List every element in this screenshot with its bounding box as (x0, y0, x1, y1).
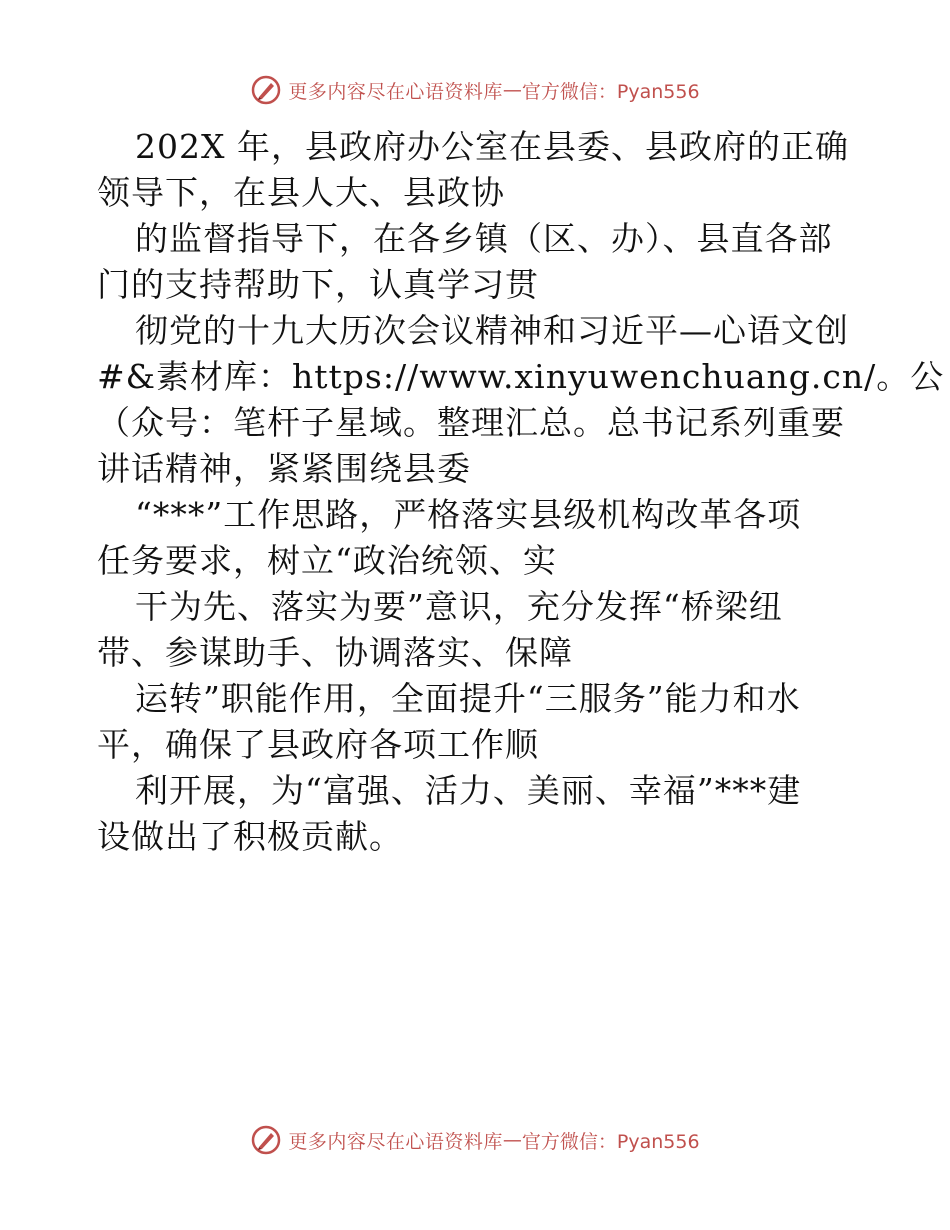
body-line: 设做出了积极贡献。 (97, 817, 403, 856)
body-line: 门的支持帮助下，认真学习贯 (97, 265, 539, 304)
body-line: 的监督指导下，在各乡镇（区、办）、县直各部 (135, 219, 833, 258)
body-line: 任务要求，树立“政治统领、实 (97, 541, 557, 580)
body-line: 领导下，在县人大、县政协 (97, 173, 505, 212)
header-banner (0, 70, 950, 110)
body-line: 202X 年，县政府办公室在县委、县政府的正确 (135, 127, 849, 166)
body-line: 平，确保了县政府各项工作顺 (97, 725, 539, 764)
footer-banner (0, 1120, 950, 1160)
body-line: #&素材库：https://www.xinyuwenchuang.cn/。公 (97, 357, 945, 396)
body-line: 干为先、落实为要”意识，充分发挥“桥梁纽 (135, 587, 783, 626)
body-line: （众号：笔杆子星域。整理汇总。总书记系列重要 (97, 403, 845, 442)
body-line: 讲话精神，紧紧围绕县委 (97, 449, 471, 488)
body-line: “***”工作思路，严格落实县级机构改革各项 (135, 495, 802, 534)
document-body (97, 124, 945, 860)
banner-separator: — (502, 79, 522, 101)
body-line: 运转”职能作用，全面提升“三服务”能力和水 (135, 679, 801, 718)
pen-logo-icon (250, 1124, 282, 1156)
banner-separator: — (502, 1129, 522, 1151)
banner-wechat: 官方微信：Pyan556 (521, 80, 700, 103)
banner-text: 更多内容尽在心语资料库 (288, 80, 503, 103)
banner-wechat: 官方微信：Pyan556 (521, 1130, 700, 1153)
pen-logo-icon (250, 74, 282, 106)
body-line: 彻党的十九大历次会议精神和习近平—心语文创 (135, 311, 849, 350)
body-line: 利开展，为“富强、活力、美丽、幸福”***建 (135, 771, 802, 810)
body-line: 带、参谋助手、协调落实、保障 (97, 633, 573, 672)
banner-text: 更多内容尽在心语资料库 (288, 1130, 503, 1153)
